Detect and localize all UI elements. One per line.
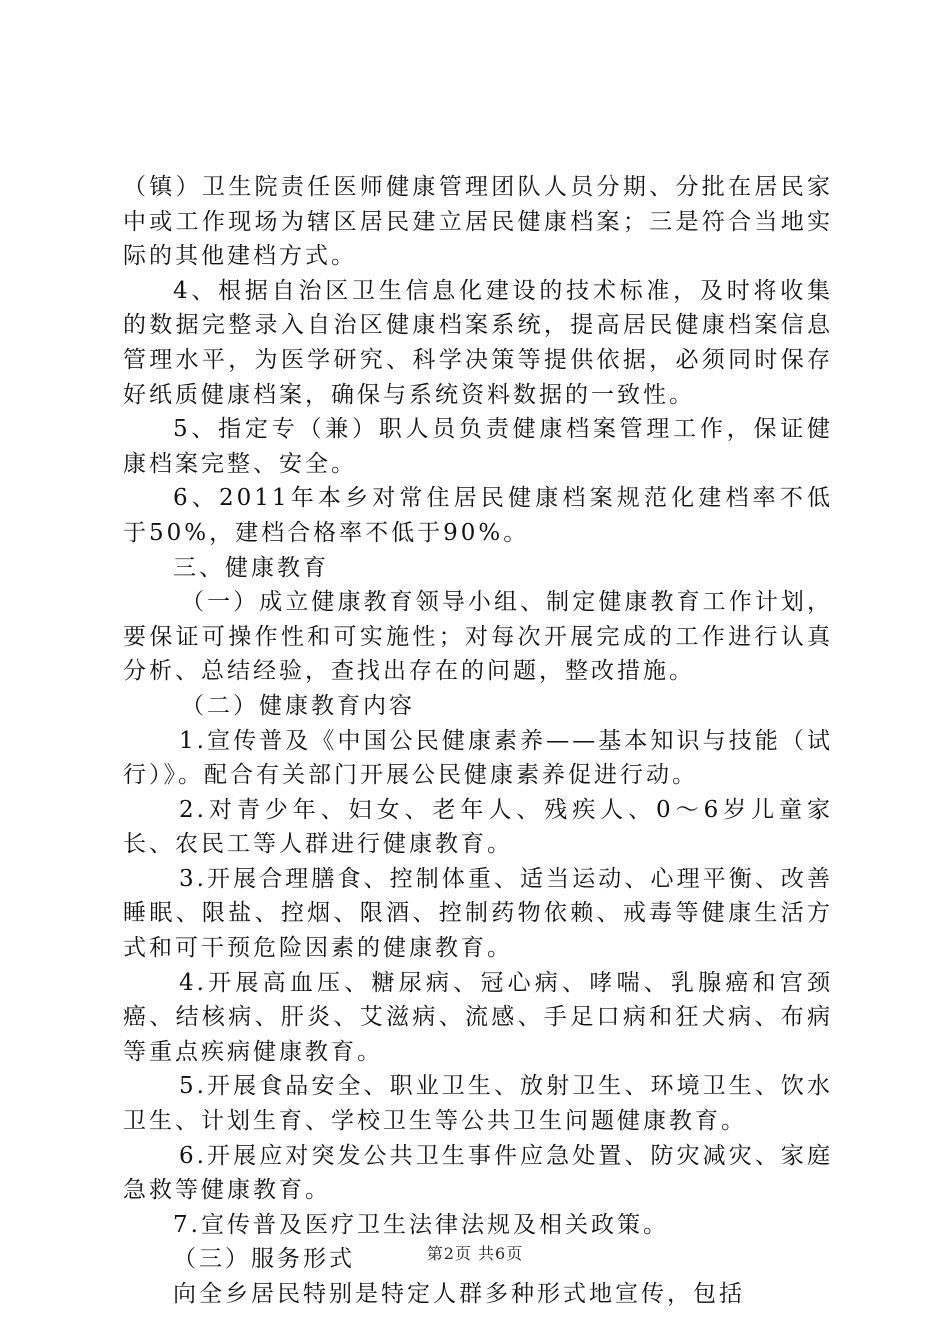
- list-item-3: 3.开展合理膳食、控制体重、适当运动、心理平衡、改善睡眠、限盐、控烟、限酒、控制药物依赖、戒毒等健康生活方式和可干预危险因素的健康教育。: [123, 865, 833, 962]
- list-item-4: 4.开展高血压、糖尿病、冠心病、哮喘、乳腺癌和宫颈癌、结核病、肝炎、艾滋病、流感、手足口病和狂犬病、布病等重点疾病健康教育。: [123, 969, 833, 1065]
- list-item-5: 5.开展食品安全、职业卫生、放射卫生、环境卫生、饮水卫生、计划生育、学校卫生等公共卫生问题健康教育。: [123, 1073, 833, 1135]
- paragraph-item-5-staff: 5、指定专（兼）职人员负责健康档案管理工作，保证健康档案完整、安全。: [123, 416, 833, 477]
- list-item-1: 1.宣传普及《中国公民健康素养——基本知识与技能（试行）》。配合有关部门开展公民健康素养促进行动。: [123, 727, 833, 789]
- paragraph-archive-methods: （镇）卫生院责任医师健康管理团队人员分期、分批在居民家中或工作现场为辖区居民建立居民健康档案；三是符合当地实际的其他建档方式。: [123, 174, 833, 270]
- subsection-heading-service-form: （三）服务形式: [173, 1246, 355, 1273]
- page-number-footer: 第2页 共6页: [426, 1244, 524, 1263]
- paragraph-service-form: 向全乡居民特别是特定人群多种形式地宣传，包括: [173, 1281, 745, 1307]
- list-item-6: 6.开展应对突发公共卫生事件应急处置、防灾减灾、家庭急救等健康教育。: [123, 1142, 833, 1204]
- paragraph-item-6-rates: 6、2011年本乡对常住居民健康档案规范化建档率不低于50%，建档合格率不低于90%。: [123, 485, 833, 546]
- subsection-heading-content: （二）健康教育内容: [181, 692, 415, 719]
- paragraph-item-4-data-entry: 4、根据自治区卫生信息化建设的技术标准，及时将收集的数据完整录入自治区健康档案系统，提高居民健康档案信息管理水平，为医学研究、科学决策等提供依据，必须同时保存好纸质健康档案，确保与系统资料数据的一致性。: [123, 277, 833, 408]
- document-body: [123, 170, 833, 1312]
- section-heading-health-education: 三、健康教育: [173, 554, 329, 581]
- paragraph-subsection-1: （一）成立健康教育领导小组、制定健康教育工作计划，要保证可操作性和可实施性；对每次开展完成的工作进行认真分析、总结经验，查找出存在的问题，整改措施。: [123, 589, 833, 685]
- list-item-7: 7.宣传普及医疗卫生法律法规及相关政策。: [173, 1211, 669, 1238]
- list-item-2: 2.对青少年、妇女、老年人、残疾人、0～6岁儿童家长、农民工等人群进行健康教育。: [123, 796, 833, 858]
